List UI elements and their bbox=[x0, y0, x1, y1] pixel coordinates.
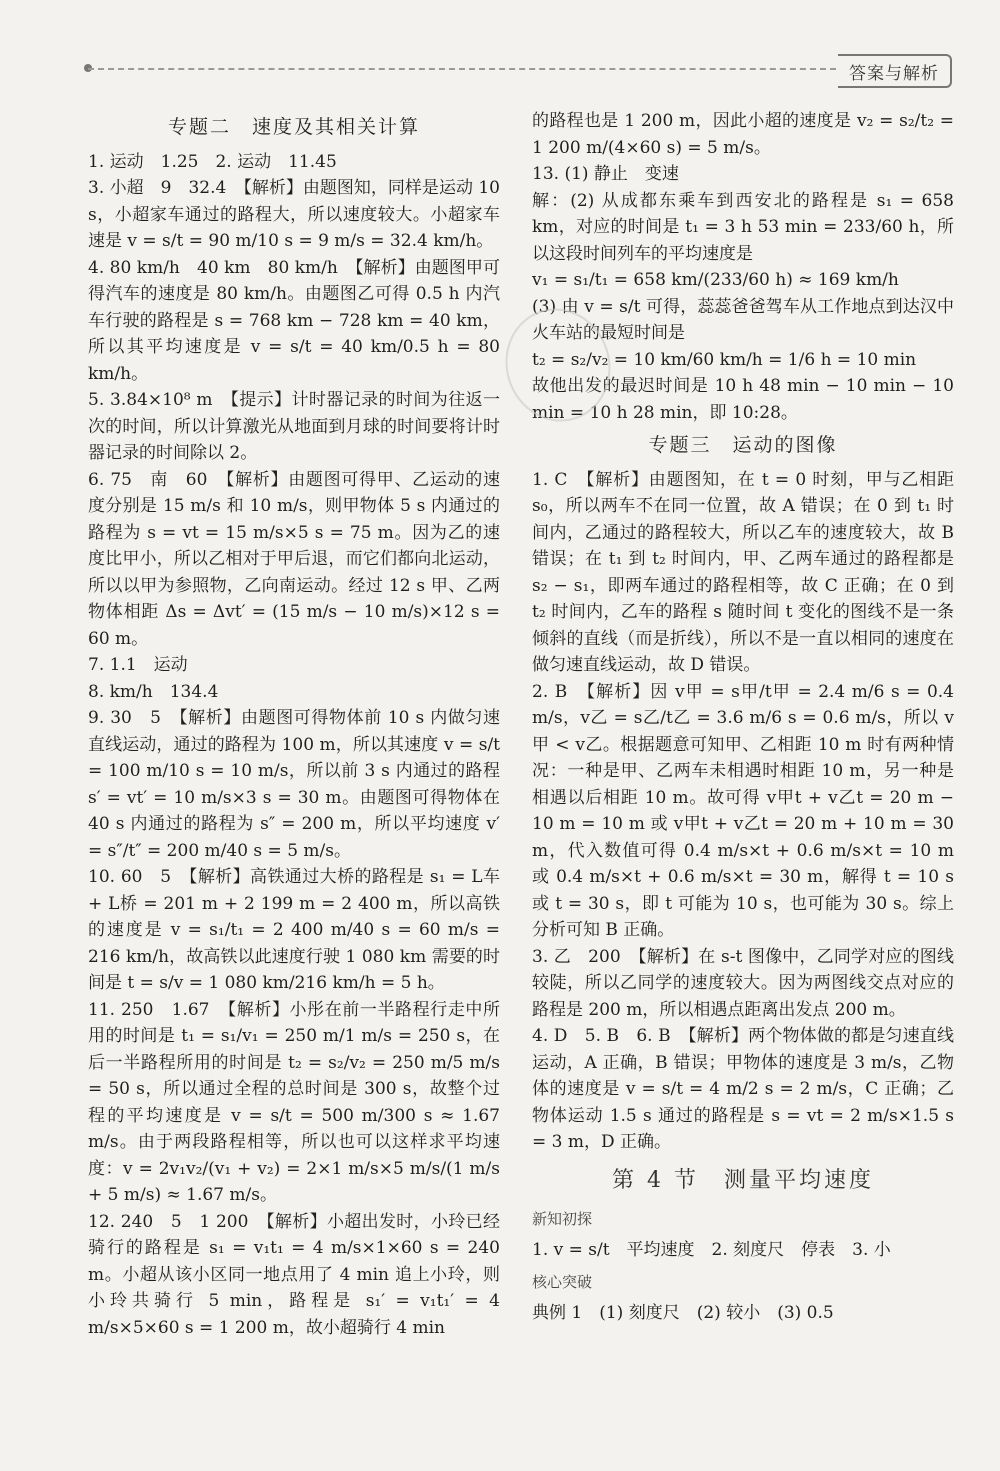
answer-line: 解：(2) 从成都东乘车到西安北的路程是 s₁ = 658 km，对应的时间是 t₁ = 3 h 53 min = 233/60 h，所以这段时间列车的平均速度是 bbox=[532, 190, 954, 264]
answer-line: 1. C 【解析】由题图知，在 t = 0 时刻，甲与乙相距 s₀，所以两车不在同一位置，故 A 错误；在 0 到 t₁ 时间内，乙通过的路程较大，所以乙车的速度较大，故 B 错误；在 t₁ 到 t₂ 时间内，甲、乙两车通过的路程都是 s₂ − s₁，即两车通过的路程相等，故 C 正确；在 0 到 t₂ 时间内，乙车的路程 s 随时间 t 变化的图线不是一条倾斜的直线（而是折线），所以不是一直以相同的速度在做匀速直线运动，故 D 错误。 bbox=[532, 469, 954, 675]
page-header bbox=[0, 0, 1000, 90]
answer-line: 8. km/h 134.4 bbox=[88, 681, 219, 702]
formula-line: t₂ = s₂/v₂ = 10 km/60 km/h = 1/6 h = 10 min bbox=[532, 349, 917, 370]
formula-line: v₁ = s₁/t₁ = 658 km/(233/60 h) ≈ 169 km/h bbox=[532, 270, 899, 290]
answer-line: 1. 运动 1.25 2. 运动 11.45 bbox=[88, 151, 337, 172]
left-column bbox=[88, 108, 500, 1341]
chapter-title-section-4: 第 4 节 测量平均速度 bbox=[612, 1167, 874, 1193]
logo-watermark bbox=[800, 1400, 970, 1465]
answer-line: 5. 3.84×10⁸ m 【提示】计时器记录的时间为往返一次的时间，所以计算激光从地面到月球的时间要将计时器记录的时间除以 2。 bbox=[88, 390, 500, 463]
answer-line: 12. 240 5 1 200 【解析】小超出发时，小玲已经骑行的路程是 s₁ = v₁t₁ = 4 m/s×1×60 s = 240 m。小超从该小区同一地点用了 4 min 追上小玲，则小玲共骑行 5 min，路程是 s₁′ = v₁t₁′ = 4 m/s×5×60 s = 1 200 m，故小超骑行 4 min bbox=[88, 1211, 500, 1338]
answer-line: 13. (1) 静止 变速 bbox=[532, 164, 679, 184]
answer-line: 故他出发的最迟时间是 10 h 48 min − 10 min − 10 min = 10 h 28 min，即 10:28。 bbox=[532, 376, 954, 423]
answer-line: 7. 1.1 运动 bbox=[88, 655, 188, 675]
answer-line: 4. 80 km/h 40 km 80 km/h 【解析】由题图甲可得汽车的速度是 80 km/h。由题图乙可得 0.5 h 内汽车行驶的路程是 s = 768 km − 728 km = 40 km，所以其平均速度是 v = s/t = 40 km/0.5 h = 80 km/h。 bbox=[88, 257, 500, 384]
answer-line: 典例 1 (1) 刻度尺 (2) 较小 (3) 0.5 bbox=[532, 1302, 834, 1323]
answer-line: 4. D 5. B 6. B 【解析】两个物体做的都是匀速直线运动，A 正确，B 错误；甲物体的速度是 3 m/s，乙物体的速度是 v = s/t = 4 m/2 s = 2 m/s，C 正确；乙物体运动 1.5 s 通过的路程是 s = vt = 2 m/s×1.5 s = 3 m，D 正确。 bbox=[532, 1026, 954, 1152]
answer-line: (3) 由 v = s/t 可得，蕊蕊爸爸驾车从工作地点到达汉中火车站的最短时间是 bbox=[532, 296, 954, 343]
subheading-core-breakthrough: 核心突破 bbox=[532, 1273, 593, 1291]
answer-line: 9. 30 5 【解析】由题图可得物体前 10 s 内做匀速直线运动，通过的路程为 100 m，所以其速度 v = s/t = 100 m/10 s = 10 m/s，所以前 3 s 内通过的路程 s′ = vt′ = 10 m/s×3 s = 30 m。由题图可得物体在 40 s 内通过的路程为 s″ = 200 m，所以平均速度 v′ = s″/t″ = 200 m/40 s = 5 m/s。 bbox=[88, 708, 500, 861]
answer-line: 6. 75 南 60 【解析】由题图可得甲、乙运动的速度分别是 15 m/s 和 10 m/s，则甲物体 5 s 内通过的路程为 s = vt = 15 m/s×5 s = 75 m。因为乙的速度比甲小，所以乙相对于甲后退，而它们都向北运动，所以以甲为参照物，乙向南运动。经过 12 s 甲、乙两物体相距 Δs = Δvt′ = (15 m/s − 10 m/s)×12 s = 60 m。 bbox=[88, 469, 500, 649]
section-title-topic-2: 专题二 速度及其相关计算 bbox=[167, 116, 420, 138]
answer-line: 1. v = s/t 平均速度 2. 刻度尺 停表 3. 小 bbox=[532, 1239, 891, 1260]
answer-line: 11. 250 1.67 【解析】小彤在前一半路程行走中所用的时间是 t₁ = s₁/v₁ = 250 m/1 m/s = 250 s，在后一半路程所用的时间是 t₂ = s₂/v₂ = 250 m/5 m/s = 50 s，所以通过全程的总时间是 300 s，故整个过程的平均速度是 v = s/t = 500 m/300 s ≈ 1.67 m/s。由于两段路程相等，所以也可以这样求平均速度：v = 2v₁v₂/(v₁ + v₂) = 2×1 m/s×5 m/s/(1 m/s + 5 m/s) ≈ 1.67 m/s。 bbox=[88, 999, 500, 1205]
header-divider bbox=[88, 68, 836, 70]
subheading-new-knowledge: 新知初探 bbox=[532, 1210, 593, 1228]
answer-line: 的路程也是 1 200 m，因此小超的速度是 v₂ = s₂/t₂ = 1 200 m/(4×60 s) = 5 m/s。 bbox=[532, 111, 954, 158]
answer-line: 2. B 【解析】因 v甲 = s甲/t甲 = 2.4 m/6 s = 0.4 m/s，v乙 = s乙/t乙 = 3.6 m/6 s = 0.6 m/s，所以 v甲 < v乙。根据题意可知甲、乙相距 10 m 时有两种情况：一种是甲、乙两车未相遇时相距 10 m，另一种是相遇以后相距 10 m。故可得 v甲t + v乙t = 20 m − 10 m = 10 m 或 v甲t + v乙t = 20 m + 10 m = 30 m，代入数值可得 0.4 m/s×t + 0.6 m/s×t = 10 m 或 0.4 m/s×t + 0.6 m/s×t = 30 m，解得 t = 10 s 或 t = 30 s，即 t 可能为 10 s，也可能为 30 s。综上分析可知 B 正确。 bbox=[532, 681, 954, 940]
answer-line: 10. 60 5 【解析】高铁通过大桥的路程是 s₁ = L车 + L桥 = 201 m + 2 199 m = 2 400 m，所以高铁的速度是 v = s₁/t₁ = 2 400 m/40 s = 60 m/s = 216 km/h，故高铁以此速度行驶 1 080 km 需要的时间是 t = s/v = 1 080 km/216 km/h = 5 h。 bbox=[88, 867, 500, 993]
answer-section-tab: 答案与解析 bbox=[838, 54, 952, 88]
section-title-topic-3: 专题三 运动的图像 bbox=[648, 434, 838, 456]
right-column bbox=[532, 108, 954, 1326]
answer-line: 3. 小超 9 32.4 【解析】由题图知，同样是运动 10 s，小超家车通过的路程大，所以速度较大。小超家车速是 v = s/t = 90 m/10 s = 9 m/s = 32.4 km/h。 bbox=[88, 178, 500, 251]
answer-line: 3. 乙 200 【解析】在 s-t 图像中，乙同学对应的图线较陡，所以乙同学的速度较大。因为两图线交点对应的路程是 200 m，所以相遇点距离出发点 200 m。 bbox=[532, 946, 954, 1020]
